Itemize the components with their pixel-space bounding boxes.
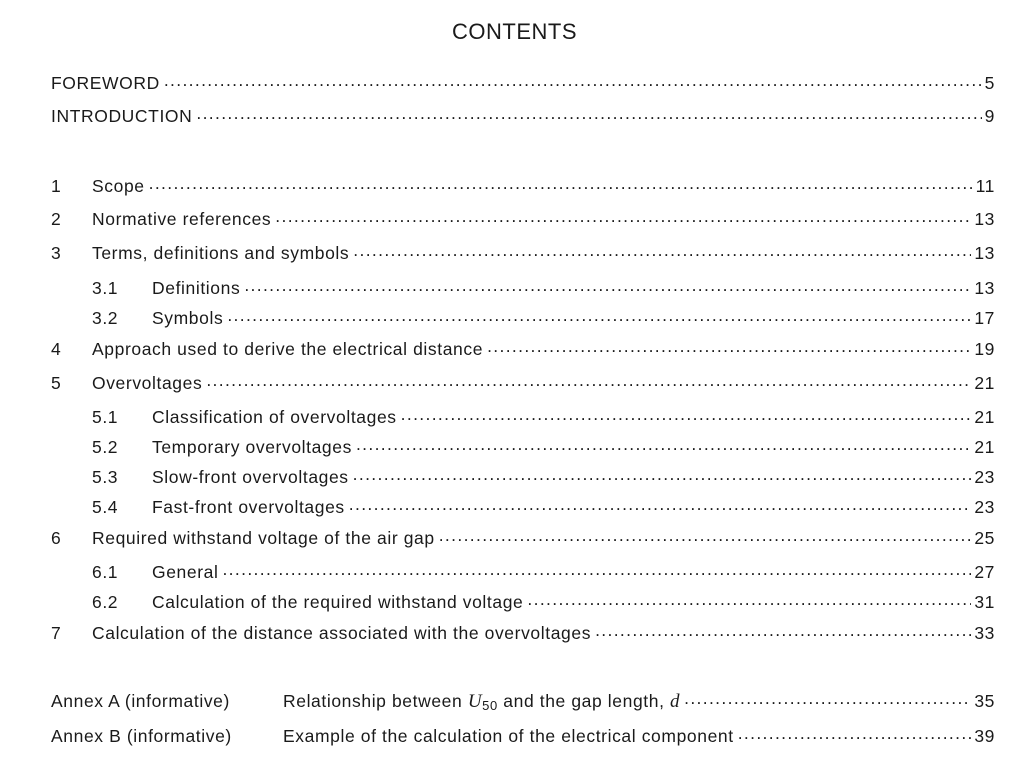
toc-entry-page: 11: [975, 175, 995, 196]
toc-entry-6[interactable]: [51, 526, 995, 548]
toc-entry-annex-a[interactable]: [51, 689, 995, 711]
annex-title-text: and the gap length,: [503, 690, 665, 711]
toc-entry-label: Required withstand voltage of the air gap: [92, 527, 435, 548]
toc-entry-number: 1: [51, 175, 62, 196]
symbol-d: d: [670, 690, 681, 712]
leader-dots: [222, 560, 971, 578]
toc-entry-number: 6.2: [92, 591, 119, 612]
toc-entry-label: Symbols: [152, 307, 224, 328]
symbol-u: U: [467, 690, 483, 712]
annex-title: Example of the calculation of the electrical component: [283, 725, 734, 746]
toc-entry-3-1[interactable]: [92, 276, 995, 298]
toc-entry-page: 9: [984, 105, 995, 126]
toc-entry-number: 3: [51, 242, 62, 263]
toc-entry-5-3[interactable]: [92, 465, 995, 487]
toc-entry-page: 33: [974, 622, 995, 643]
toc-entry-label: Fast-front overvoltages: [152, 496, 345, 517]
toc-entry-page: 5: [984, 72, 995, 93]
leader-dots: [684, 689, 971, 707]
toc-entry-5-2[interactable]: [92, 435, 995, 457]
toc-entry-label: FOREWORD: [51, 72, 160, 93]
toc-entry-3[interactable]: [51, 241, 995, 263]
toc-entry-page: 35: [974, 690, 995, 711]
toc-entry-label: Definitions: [152, 277, 241, 298]
toc-entry-page: 31: [974, 591, 995, 612]
toc-entry-introduction[interactable]: [51, 104, 995, 126]
annex-label: Annex B (informative): [51, 725, 232, 746]
toc-entry-page: 21: [974, 372, 995, 393]
toc-entry-number: 5: [51, 372, 62, 393]
toc-entry-page: 25: [974, 527, 995, 548]
leader-dots: [206, 371, 971, 389]
toc-entry-page: 39: [974, 725, 995, 746]
toc-entry-6-1[interactable]: [92, 560, 995, 582]
leader-dots: [595, 621, 971, 639]
toc-entry-4[interactable]: [51, 337, 995, 359]
toc-entry-5[interactable]: [51, 371, 995, 393]
toc-entry-3-2[interactable]: [92, 306, 995, 328]
toc-entry-label: Slow-front overvoltages: [152, 466, 349, 487]
leader-dots: [244, 276, 971, 294]
toc-entry-annex-b[interactable]: [51, 724, 995, 746]
toc-entry-page: 13: [974, 242, 995, 263]
leader-dots: [439, 526, 972, 544]
toc-entry-label: Scope: [92, 175, 145, 196]
toc-entry-number: 3.1: [92, 277, 119, 298]
toc-entry-page: 21: [974, 436, 995, 457]
toc-entry-page: 21: [974, 406, 995, 427]
leader-dots: [487, 337, 971, 355]
page-title: CONTENTS: [452, 19, 577, 44]
leader-dots: [353, 465, 972, 483]
leader-dots: [738, 724, 972, 742]
toc-entry-foreword[interactable]: [51, 71, 995, 93]
toc-entry-number: 5.3: [92, 466, 119, 487]
toc-entry-page: 13: [974, 277, 995, 298]
annex-title-text: Relationship between: [283, 690, 463, 711]
toc-entry-label: Approach used to derive the electrical distance: [92, 338, 484, 359]
toc-entry-7[interactable]: [51, 621, 995, 643]
leader-dots: [356, 435, 971, 453]
toc-entry-number: 6: [51, 527, 62, 548]
leader-dots: [527, 590, 971, 608]
leader-dots: [401, 405, 972, 423]
toc-entry-number: 3.2: [92, 307, 119, 328]
symbol-u-subscript: 50: [482, 697, 498, 713]
toc-entry-number: 5.2: [92, 436, 119, 457]
toc-entry-label: Normative references: [92, 208, 272, 229]
toc-entry-number: 5.1: [92, 406, 119, 427]
leader-dots: [149, 174, 973, 192]
toc-entry-number: 7: [51, 622, 62, 643]
toc-entry-label: Overvoltages: [92, 372, 203, 393]
toc-entry-page: 13: [974, 208, 995, 229]
toc-entry-label: Calculation of the distance associated with the overvoltages: [92, 622, 592, 643]
leader-dots: [275, 207, 971, 225]
toc-entry-page: 19: [974, 338, 995, 359]
leader-dots: [227, 306, 971, 324]
leader-dots: [349, 495, 972, 513]
toc-entry-number: 2: [51, 208, 62, 229]
toc-entry-page: 17: [974, 307, 995, 328]
annex-label: Annex A (informative): [51, 690, 230, 711]
toc-entry-1[interactable]: [51, 174, 995, 196]
toc-entry-label: Calculation of the required withstand voltage: [152, 591, 524, 612]
toc-entry-number: 6.1: [92, 561, 119, 582]
toc-entry-label: INTRODUCTION: [51, 105, 193, 126]
toc-entry-label: Temporary overvoltages: [152, 436, 352, 457]
leader-dots: [196, 104, 981, 122]
toc-entry-5-1[interactable]: [92, 405, 995, 427]
toc-entry-label: General: [152, 561, 219, 582]
toc-entry-5-4[interactable]: [92, 495, 995, 517]
toc-entry-label: Classification of overvoltages: [152, 406, 397, 427]
toc-entry-page: 27: [974, 561, 995, 582]
toc-entry-number: 5.4: [92, 496, 119, 517]
toc-entry-number: 4: [51, 338, 62, 359]
annex-title: [283, 691, 680, 713]
leader-dots: [164, 71, 982, 89]
toc-entry-page: 23: [974, 466, 995, 487]
leader-dots: [353, 241, 971, 259]
toc-entry-6-2[interactable]: [92, 590, 995, 612]
toc-entry-page: 23: [974, 496, 995, 517]
toc-entry-2[interactable]: [51, 207, 995, 229]
toc-entry-label: Terms, definitions and symbols: [92, 242, 350, 263]
